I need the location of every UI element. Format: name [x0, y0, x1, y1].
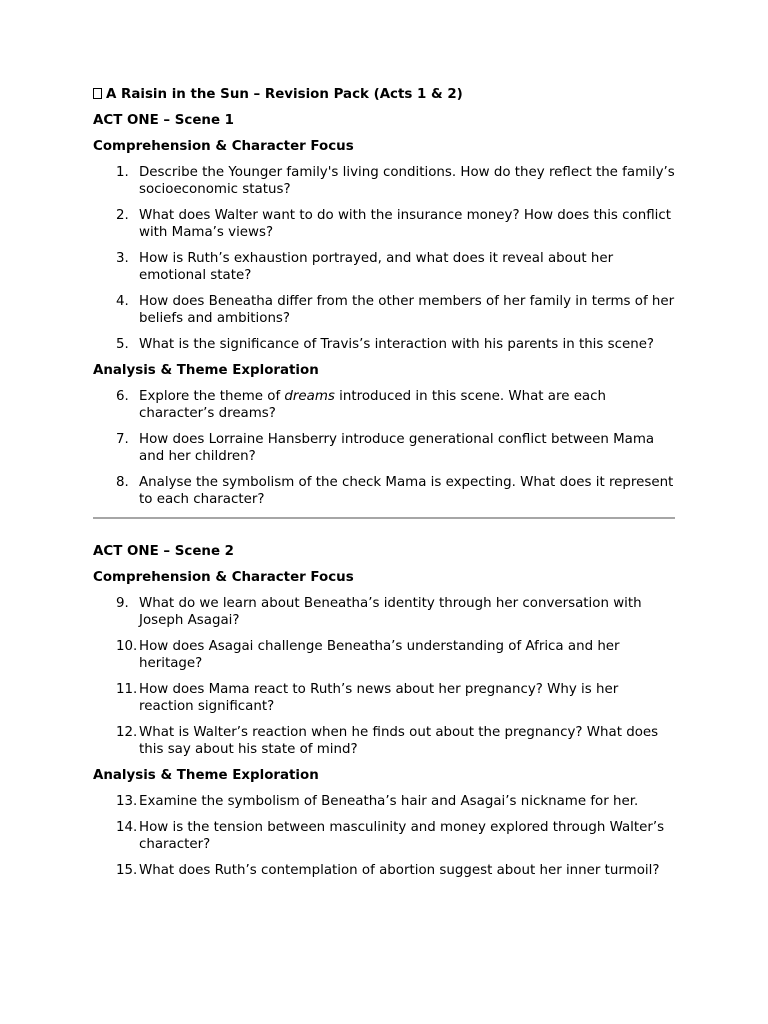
question-text: How does Mama react to Ruth’s news about her pregnancy? Why is her reaction significant?: [139, 682, 619, 714]
question-item: [93, 681, 675, 715]
question-number: 9.: [116, 596, 129, 611]
question-item: [93, 819, 675, 853]
question-item: [93, 164, 675, 198]
question-item: [93, 250, 675, 284]
missing-glyph-icon: [93, 88, 102, 99]
question-text: What does Ruth’s contemplation of abortion suggest about her inner turmoil?: [139, 863, 660, 878]
question-number: 7.: [116, 432, 129, 447]
act-heading-scene-2: ACT ONE – Scene 2: [93, 544, 235, 559]
question-text-part: Explore the theme of: [139, 389, 285, 404]
question-number: 10.: [116, 639, 138, 654]
question-number: 13.: [116, 794, 138, 809]
comprehension-heading-scene-2: Comprehension & Character Focus: [93, 570, 354, 585]
section-divider: [93, 517, 675, 519]
question-text: What does Walter want to do with the insurance money? How does this conflict with Mama’s views?: [139, 208, 671, 240]
question-text-part: introduced in this scene. What are each character’s dreams?: [139, 389, 606, 421]
question-item: [93, 388, 675, 422]
question-text: What do we learn about Beneatha’s identity through her conversation with Joseph Asagai?: [139, 596, 642, 628]
analysis-heading-scene-1: Analysis & Theme Exploration: [93, 363, 319, 378]
question-text: What is the significance of Travis’s interaction with his parents in this scene?: [139, 337, 655, 352]
document-page: [93, 86, 675, 888]
question-text: How is the tension between masculinity and money explored through Walter’s character?: [139, 820, 665, 852]
comprehension-heading-scene-1: Comprehension & Character Focus: [93, 139, 354, 154]
question-number: 15.: [116, 863, 138, 878]
question-number: 6.: [116, 389, 129, 404]
question-text: Describe the Younger family's living conditions. How do they reflect the family’s socioeconomic status?: [139, 165, 675, 197]
analysis-list-scene-2: [93, 793, 675, 879]
question-item: [93, 293, 675, 327]
question-text: What is Walter’s reaction when he finds out about the pregnancy? What does this say about his state of mind?: [139, 725, 659, 757]
document-title: [93, 86, 675, 103]
question-text: How is Ruth’s exhaustion portrayed, and what does it reveal about her emotional state?: [139, 251, 614, 283]
question-item: [93, 793, 675, 810]
question-item: [93, 474, 675, 508]
question-text: How does Asagai challenge Beneatha’s understanding of Africa and her heritage?: [139, 639, 620, 671]
question-number: 11.: [116, 682, 138, 697]
question-number: 2.: [116, 208, 129, 223]
question-item: [93, 724, 675, 758]
question-number: 8.: [116, 475, 129, 490]
comprehension-list-scene-2: [93, 595, 675, 758]
comprehension-list-scene-1: [93, 164, 675, 353]
analysis-heading-scene-2: Analysis & Theme Exploration: [93, 768, 319, 783]
question-number: 3.: [116, 251, 129, 266]
question-text: Analyse the symbolism of the check Mama is expecting. What does it represent to each character?: [139, 475, 674, 507]
question-text: Examine the symbolism of Beneatha’s hair and Asagai’s nickname for her.: [139, 794, 639, 809]
question-item: [93, 431, 675, 465]
question-item: [93, 336, 675, 353]
question-number: 4.: [116, 294, 129, 309]
question-item: [93, 595, 675, 629]
question-number: 14.: [116, 820, 138, 835]
question-item: [93, 862, 675, 879]
question-number: 5.: [116, 337, 129, 352]
act-heading-scene-1: ACT ONE – Scene 1: [93, 113, 235, 128]
question-item: [93, 207, 675, 241]
question-text: How does Lorraine Hansberry introduce generational conflict between Mama and her children?: [139, 432, 655, 464]
analysis-list-scene-1: [93, 388, 675, 508]
question-number: 1.: [116, 165, 129, 180]
question-text-italic: dreams: [284, 389, 335, 404]
question-number: 12.: [116, 725, 138, 740]
question-item: [93, 638, 675, 672]
document-title-text: A Raisin in the Sun – Revision Pack (Acts 1 & 2): [106, 87, 463, 102]
question-text: How does Beneatha differ from the other members of her family in terms of her beliefs and ambitions?: [139, 294, 675, 326]
question-text: [139, 389, 606, 421]
